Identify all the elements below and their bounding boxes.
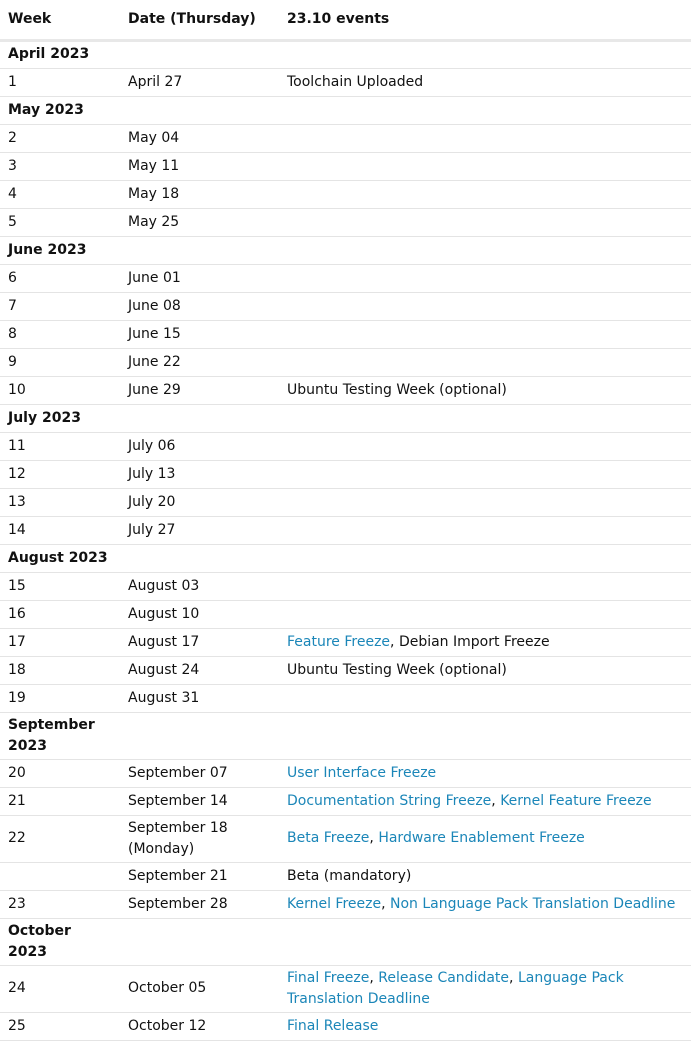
date-cell: September 14 (120, 787, 279, 815)
events-cell (279, 965, 691, 1012)
event-text: Debian Import Freeze (398, 633, 550, 650)
event-link[interactable]: Language Pack Translation Deadline (287, 969, 624, 1007)
event-separator: , (390, 633, 399, 650)
date-cell: May 04 (120, 124, 279, 152)
week-number-cell: 19 (0, 684, 120, 712)
event-link[interactable]: Final Release (287, 1017, 379, 1034)
month-label: July 2023 (0, 404, 120, 432)
events-cell (279, 292, 691, 320)
date-cell: June 15 (120, 320, 279, 348)
week-number-cell: 22 (0, 815, 120, 862)
event-separator: , (381, 895, 391, 912)
table-row (0, 516, 691, 544)
week-number-cell: 12 (0, 460, 120, 488)
table-row (0, 890, 691, 918)
events-cell (279, 208, 691, 236)
table-row (0, 68, 691, 96)
events-cell (279, 180, 691, 208)
event-link[interactable]: Release Candidate (378, 969, 510, 986)
week-column-header: Week (0, 0, 120, 40)
date-cell: August 03 (120, 572, 279, 600)
month-label: October 2023 (0, 918, 120, 965)
week-number-cell: 16 (0, 600, 120, 628)
week-number-cell: 18 (0, 656, 120, 684)
events-cell (279, 628, 691, 656)
date-cell: September 07 (120, 759, 279, 787)
month-header-row (0, 712, 691, 759)
table-row (0, 460, 691, 488)
week-number-cell: 5 (0, 208, 120, 236)
date-column-header: Date (Thursday) (120, 0, 279, 40)
date-cell: October 05 (120, 965, 279, 1012)
date-cell: August 31 (120, 684, 279, 712)
events-cell (279, 376, 691, 404)
table-row (0, 965, 691, 1012)
event-link[interactable]: Documentation String Freeze (287, 792, 492, 809)
table-row (0, 684, 691, 712)
event-link[interactable]: Final Freeze (287, 969, 370, 986)
table-row (0, 862, 691, 890)
month-label: June 2023 (0, 236, 120, 264)
events-column-header: 23.10 events (279, 0, 691, 40)
empty-cell (279, 40, 691, 68)
empty-cell (120, 918, 279, 965)
table-row (0, 1012, 691, 1040)
table-body (0, 40, 691, 1040)
date-cell: May 25 (120, 208, 279, 236)
events-cell (279, 488, 691, 516)
date-cell: July 06 (120, 432, 279, 460)
month-label: September 2023 (0, 712, 120, 759)
date-cell: October 12 (120, 1012, 279, 1040)
empty-cell (120, 236, 279, 264)
date-cell: September 28 (120, 890, 279, 918)
date-cell: July 13 (120, 460, 279, 488)
week-number-cell: 17 (0, 628, 120, 656)
week-number-cell: 10 (0, 376, 120, 404)
date-cell: April 27 (120, 68, 279, 96)
month-label: August 2023 (0, 544, 120, 572)
events-cell (279, 572, 691, 600)
events-cell (279, 68, 691, 96)
week-number-cell: 2 (0, 124, 120, 152)
week-number-cell: 13 (0, 488, 120, 516)
month-label: May 2023 (0, 96, 120, 124)
table-row (0, 787, 691, 815)
date-cell: August 10 (120, 600, 279, 628)
event-text: Beta (mandatory) (287, 867, 412, 884)
week-number-cell: 21 (0, 787, 120, 815)
week-number-cell: 25 (0, 1012, 120, 1040)
week-number-cell: 8 (0, 320, 120, 348)
date-cell: July 27 (120, 516, 279, 544)
date-cell: September 18 (Monday) (120, 815, 279, 862)
event-text: Toolchain Uploaded (287, 73, 424, 90)
month-header-row (0, 96, 691, 124)
week-number-cell: 9 (0, 348, 120, 376)
table-header (0, 0, 691, 40)
table-row (0, 759, 691, 787)
event-link[interactable]: Beta Freeze (287, 830, 370, 846)
empty-cell (279, 712, 691, 759)
events-cell (279, 320, 691, 348)
events-cell (279, 152, 691, 180)
week-number-cell: 11 (0, 432, 120, 460)
event-text: Ubuntu Testing Week (optional) (287, 381, 507, 398)
table-row (0, 815, 691, 862)
events-cell (279, 432, 691, 460)
empty-cell (279, 404, 691, 432)
week-number-cell: 20 (0, 759, 120, 787)
date-cell: May 11 (120, 152, 279, 180)
date-cell: June 29 (120, 376, 279, 404)
table-row (0, 656, 691, 684)
events-cell (279, 787, 691, 815)
event-separator: , (509, 969, 518, 986)
week-number-cell: 23 (0, 890, 120, 918)
event-separator: , (369, 830, 379, 846)
table-row (0, 432, 691, 460)
table-row (0, 208, 691, 236)
events-cell (279, 600, 691, 628)
table-row (0, 572, 691, 600)
event-text: Ubuntu Testing Week (optional) (287, 661, 507, 678)
events-cell (279, 759, 691, 787)
events-cell (279, 684, 691, 712)
empty-cell (120, 40, 279, 68)
week-number-cell: 6 (0, 264, 120, 292)
event-link[interactable]: Kernel Freeze (287, 895, 382, 912)
event-link[interactable]: Hardware Enablement Freeze (378, 830, 585, 846)
event-link[interactable]: Non Language Pack Translation Deadline (390, 895, 676, 912)
week-number-cell: 24 (0, 965, 120, 1012)
table-row (0, 600, 691, 628)
table-row (0, 292, 691, 320)
month-header-row (0, 40, 691, 68)
events-cell (279, 1012, 691, 1040)
table-row (0, 376, 691, 404)
events-cell (279, 656, 691, 684)
events-cell (279, 815, 691, 862)
event-link[interactable]: Kernel Feature Freeze (500, 792, 652, 809)
date-cell: August 24 (120, 656, 279, 684)
empty-cell (120, 544, 279, 572)
week-number-cell: 1 (0, 68, 120, 96)
week-number-cell: 7 (0, 292, 120, 320)
table-row (0, 152, 691, 180)
month-header-row (0, 918, 691, 965)
date-cell: July 20 (120, 488, 279, 516)
month-label: April 2023 (0, 40, 120, 68)
week-number-cell: 14 (0, 516, 120, 544)
events-cell (279, 264, 691, 292)
table-row (0, 180, 691, 208)
empty-cell (279, 544, 691, 572)
week-number-cell: 3 (0, 152, 120, 180)
empty-cell (279, 96, 691, 124)
event-separator: , (491, 792, 501, 809)
empty-cell (120, 96, 279, 124)
table-row (0, 264, 691, 292)
table-row (0, 320, 691, 348)
month-header-row (0, 236, 691, 264)
table-row (0, 628, 691, 656)
date-cell: June 01 (120, 264, 279, 292)
table-row (0, 488, 691, 516)
empty-cell (120, 404, 279, 432)
table-row (0, 348, 691, 376)
week-number-cell: 15 (0, 572, 120, 600)
date-cell: August 17 (120, 628, 279, 656)
date-cell: June 22 (120, 348, 279, 376)
events-cell (279, 124, 691, 152)
table-row (0, 124, 691, 152)
date-cell: May 18 (120, 180, 279, 208)
events-cell (279, 348, 691, 376)
event-link[interactable]: User Interface Freeze (287, 764, 437, 781)
date-cell: September 21 (120, 862, 279, 890)
week-number-cell (0, 862, 120, 890)
header-row (0, 0, 691, 40)
events-cell (279, 862, 691, 890)
event-link[interactable]: Feature Freeze (287, 633, 391, 650)
events-cell (279, 516, 691, 544)
month-header-row (0, 544, 691, 572)
month-header-row (0, 404, 691, 432)
events-cell (279, 460, 691, 488)
date-cell: June 08 (120, 292, 279, 320)
event-separator: , (369, 969, 379, 986)
empty-cell (279, 918, 691, 965)
events-cell (279, 890, 691, 918)
empty-cell (279, 236, 691, 264)
empty-cell (120, 712, 279, 759)
week-number-cell: 4 (0, 180, 120, 208)
